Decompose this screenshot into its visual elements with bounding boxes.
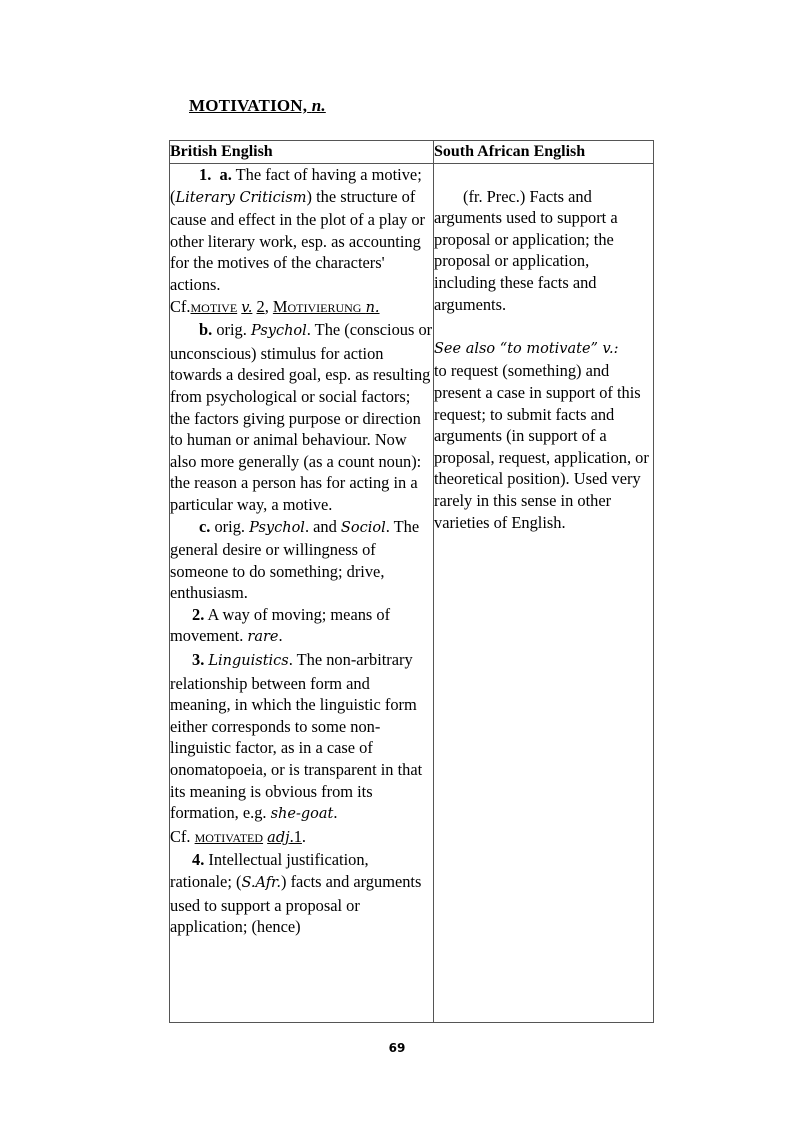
page-number: 69 (388, 1041, 406, 1055)
british-english-header: British English (170, 141, 434, 164)
motivierung-link[interactable]: MOTIVIERUNG n. (272, 296, 380, 316)
part-of-speech: n. (311, 96, 326, 115)
british-english-definitions (170, 164, 434, 1023)
content-row (170, 164, 654, 1023)
sa-see-also: See also “to motivate” v.: (434, 340, 619, 357)
sense-1c: c. orig. Psychol. and Sociol. The general desire or willingness of someone to do something; drive, enthusiasm. (170, 516, 420, 603)
cross-reference-1: Cf.MOTIVE v. 2, MOTIVIERUNG n. (170, 296, 380, 316)
sense-4: 4. Intellectual justification, rationale; (S.Afr.) facts and arguments used to support a proposal or application; (hence) (170, 850, 422, 937)
sa-verb-definition: to request (something) and present a case in support of this request; to submit facts and arguments (in support of a proposal, request, application, or theoretical position). Used very rarely in this sense in other varieties of English. (434, 361, 649, 532)
south-african-english-header: South African English (434, 141, 654, 164)
sense-1a: 1. a. The fact of having a motive; (Literary Criticism) the structure of cause and effect in the plot of a play or other literary work, esp. as accounting for the motives of the characters' actions. (170, 165, 426, 294)
headword: MOTIVATION, (189, 96, 308, 115)
comparison-table (169, 140, 654, 1023)
entry-title (189, 96, 326, 116)
south-african-english-definitions (434, 164, 654, 1023)
header-row (170, 141, 654, 164)
motivated-link[interactable]: MOTIVATED (194, 830, 264, 845)
sense-1b: b. orig. Psychol. The (conscious or unconscious) stimulus for action towards a desired goal, esp. as resulting from psychological or social factors; the factors giving purpose or direction to human or animal behaviour. Now also more generally (as a count noun): the reason a person has for acting in a particular way, a motive. (170, 320, 433, 514)
cross-reference-2: Cf. MOTIVATED adj.1. (170, 826, 307, 846)
motive-link[interactable]: MOTIVE (190, 300, 238, 315)
sa-definition: (fr. Prec.) Facts and arguments used to support a proposal or application; the proposal or application, including these facts and arguments. (434, 186, 618, 314)
sense-3: 3. Linguistics. The non-arbitrary relationship between form and meaning, in which the linguistic form either corresponds to some non-linguistic factor, as in a case of onomatopoeia, or is transparent in that its meaning is obvious from its formation, e.g. she-goat. (170, 650, 423, 823)
sense-2: 2. A way of moving; means of movement. rare. (170, 604, 391, 646)
